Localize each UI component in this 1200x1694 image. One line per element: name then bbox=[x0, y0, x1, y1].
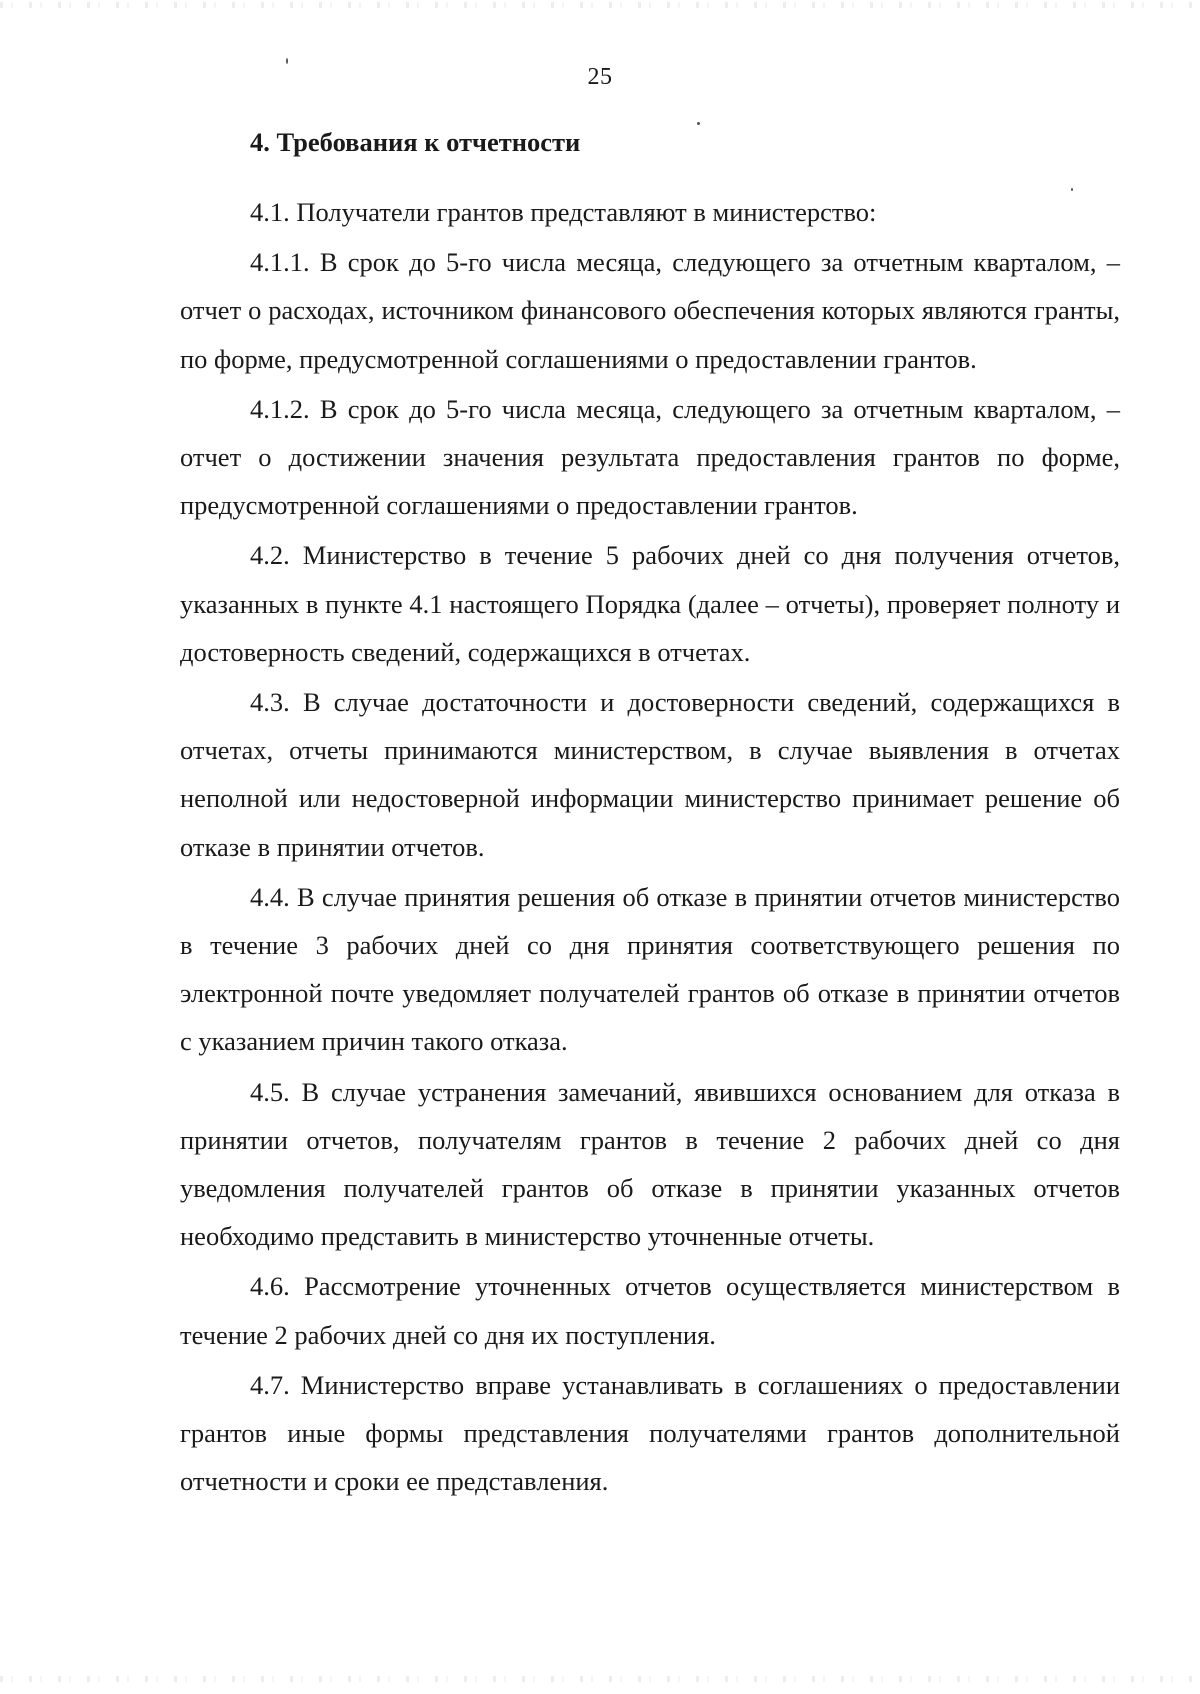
paragraph-4-3: 4.3. В случае достаточности и достоверности сведений, содержащихся в отчетах, отчеты принимаются министерством, в случае выявления в отчетах неполной или недостоверной информации министерство принимает решение об отказе в принятии отчетов. bbox=[180, 687, 1120, 862]
page-number: 25 bbox=[587, 64, 613, 90]
paragraph-4-5: 4.5. В случае устранения замечаний, явившихся основанием для отказа в принятии отчетов, получателям грантов в течение 2 рабочих дней со дня уведомления получателей грантов об отказе в принятии указанных отчетов необходимо представить в министерство уточненные отчеты. bbox=[180, 1076, 1120, 1252]
scan-noise-top bbox=[0, 2, 1200, 8]
paragraph-4-4: 4.4. В случае принятия решения об отказе в принятии отчетов министерство в течение 3 рабочих дней со дня принятия соответствующего решения по электронной почте уведомляет получателей грантов об отказе в принятии отчетов с указанием причин такого отказа. bbox=[180, 881, 1120, 1057]
paragraph-4-1: 4.1. Получатели грантов представляют в министерство: bbox=[250, 197, 877, 227]
paragraph-4-2: 4.2. Министерство в течение 5 рабочих дней со дня получения отчетов, указанных в пункте 4.1 настоящего Порядка (далее – отчеты), проверяет полноту и достоверность сведений, содержащихся в отчетах. bbox=[180, 540, 1120, 667]
paragraph-4-1-1: 4.1.1. В срок до 5-го числа месяца, следующего за отчетным кварталом, – отчет о расходах, источником финансового обеспечения которых являются гранты, по форме, предусмотренной соглашениями о предоставлении грантов. bbox=[180, 247, 1120, 374]
document-body bbox=[180, 118, 1120, 1507]
paragraph-4-1-2: 4.1.2. В срок до 5-го числа месяца, следующего за отчетным кварталом, – отчет о достижении значения результата предоставления грантов по форме, предусмотренной соглашениями о предоставлении грантов. bbox=[180, 393, 1120, 521]
scan-noise-bottom bbox=[0, 1676, 1200, 1682]
paragraph-4-7: 4.7. Министерство вправе устанавливать в соглашениях о предоставлении грантов иные формы представления получателями грантов дополнительной отчетности и сроки ее представления. bbox=[180, 1369, 1120, 1497]
section-heading: 4. Требования к отчетности bbox=[250, 127, 581, 157]
paragraph-4-6: 4.6. Рассмотрение уточненных отчетов осуществляется министерством в течение 2 рабочих дней со дня их поступления. bbox=[180, 1271, 1120, 1350]
